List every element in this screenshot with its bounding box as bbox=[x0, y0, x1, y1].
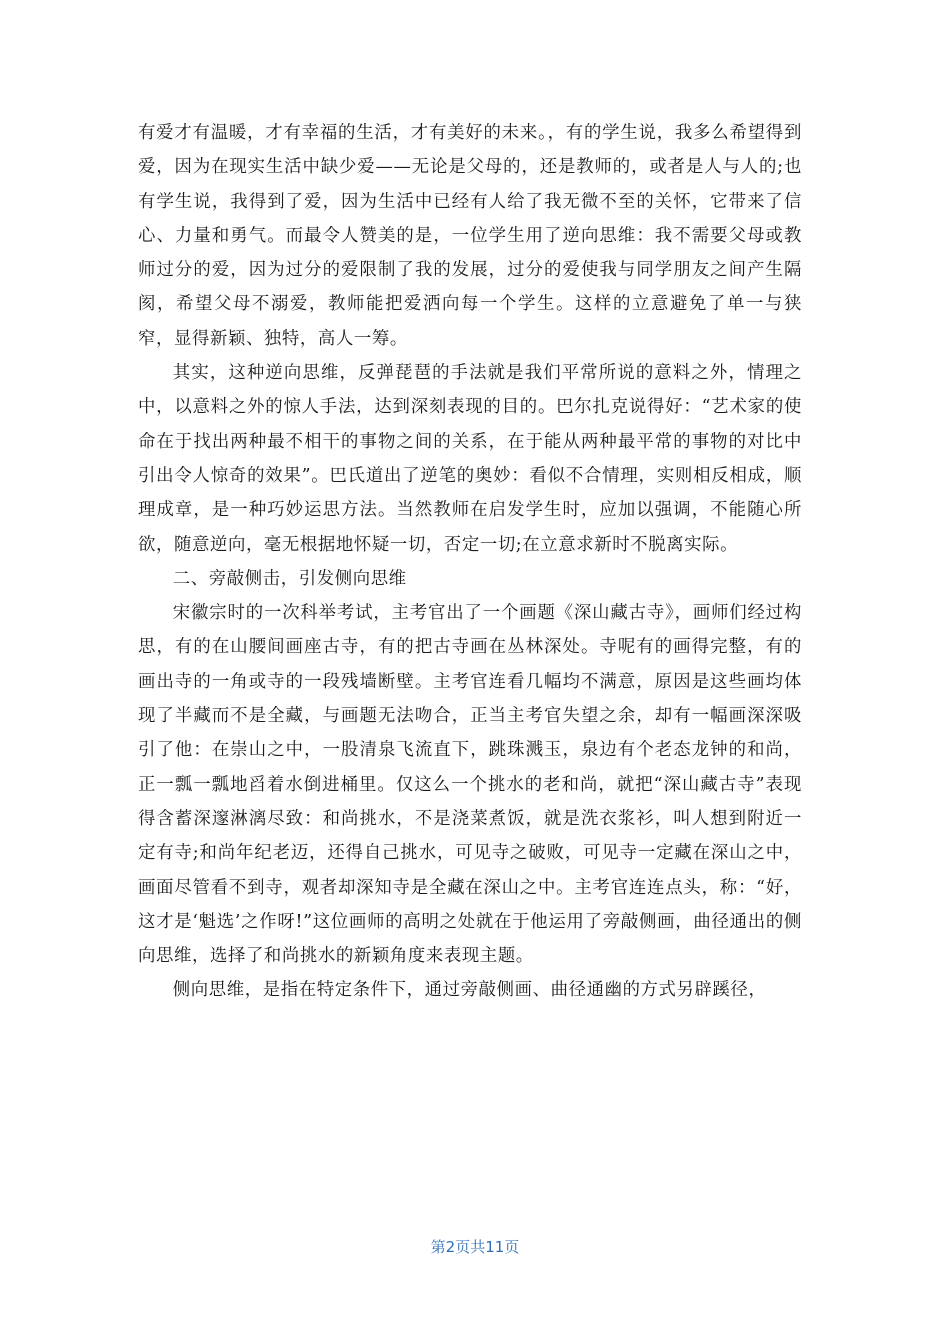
page-footer bbox=[0, 1237, 950, 1257]
document-body bbox=[138, 116, 802, 1008]
paragraph-3: 宋徽宗时的一次科举考试，主考官出了一个画题《深山藏古寺》，画师们经过构思，有的在山腰间画座古寺，有的把古寺画在丛林深处。寺呢有的画得完整，有的画出寺的一角或寺的一段残墙断壁。主考官连看几幅均不满意，原因是这些画均体现了半藏而不是全藏，与画题无法吻合，正当主考官失望之余，却有一幅画深深吸引了他：在崇山之中，一股清泉飞流直下，跳珠溅玉，泉边有个老态龙钟的和尚，正一瓢一瓢地舀着水倒进桶里。仅这么一个挑水的老和尚，就把“深山藏古寺”表现得含蓄深邃淋漓尽致：和尚挑水，不是浇菜煮饭，就是洗衣浆衫，叫人想到附近一定有寺;和尚年纪老迈，还得自己挑水，可见寺之破败，可见寺一定藏在深山之中，画面尽管看不到寺，观者却深知寺是全藏在深山之中。主考官连连点头，称：“好，这才是‘魁选’之作呀!”这位画师的高明之处就在于他运用了旁敲侧画，曲径通出的侧向思维，选择了和尚挑水的新颖角度来表现主题。 bbox=[138, 603, 802, 967]
paragraph-4: 侧向思维，是指在特定条件下，通过旁敲侧画、曲径通幽的方式另辟蹊径， bbox=[172, 980, 767, 1001]
paragraph-1: 有爱才有温暖，才有幸福的生活，才有美好的未来。，有的学生说，我多么希望得到爱，因为在现实生活中缺少爱——无论是父母的，还是教师的，或者是人与人的;也有学生说，我得到了爱，因为生活中已经有人给了我无微不至的关怀，它带来了信心、力量和勇气。而最令人赞美的是，一位学生用了逆向思维：我不需要父母或教师过分的爱，因为过分的爱限制了我的发展，过分的爱使我与同学朋友之间产生隔阂，希望父母不溺爱，教师能把爱洒向每一个学生。这样的立意避免了单一与狭窄，显得新颖、独特，高人一筹。 bbox=[138, 123, 802, 349]
paragraph-2: 其实，这种逆向思维，反弹琵琶的手法就是我们平常所说的意料之外，情理之中，以意料之外的惊人手法，达到深刻表现的目的。巴尔扎克说得好：“艺术家的使命在于找出两种最不相干的事物之间的关系，在于能从两种最平常的事物的对比中引出令人惊奇的效果”。巴氏道出了逆笔的奥妙：看似不合情理，实则相反相成，顺理成章，是一种巧妙运思方法。当然教师在启发学生时，应加以强调，不能随心所欲，随意逆向，毫无根据地怀疑一切，否定一切;在立意求新时不脱离实际。 bbox=[138, 363, 802, 555]
page-number: 第2页共11页 bbox=[430, 1238, 520, 1256]
section-heading: 二、旁敲侧击，引发侧向思维 bbox=[172, 568, 407, 589]
